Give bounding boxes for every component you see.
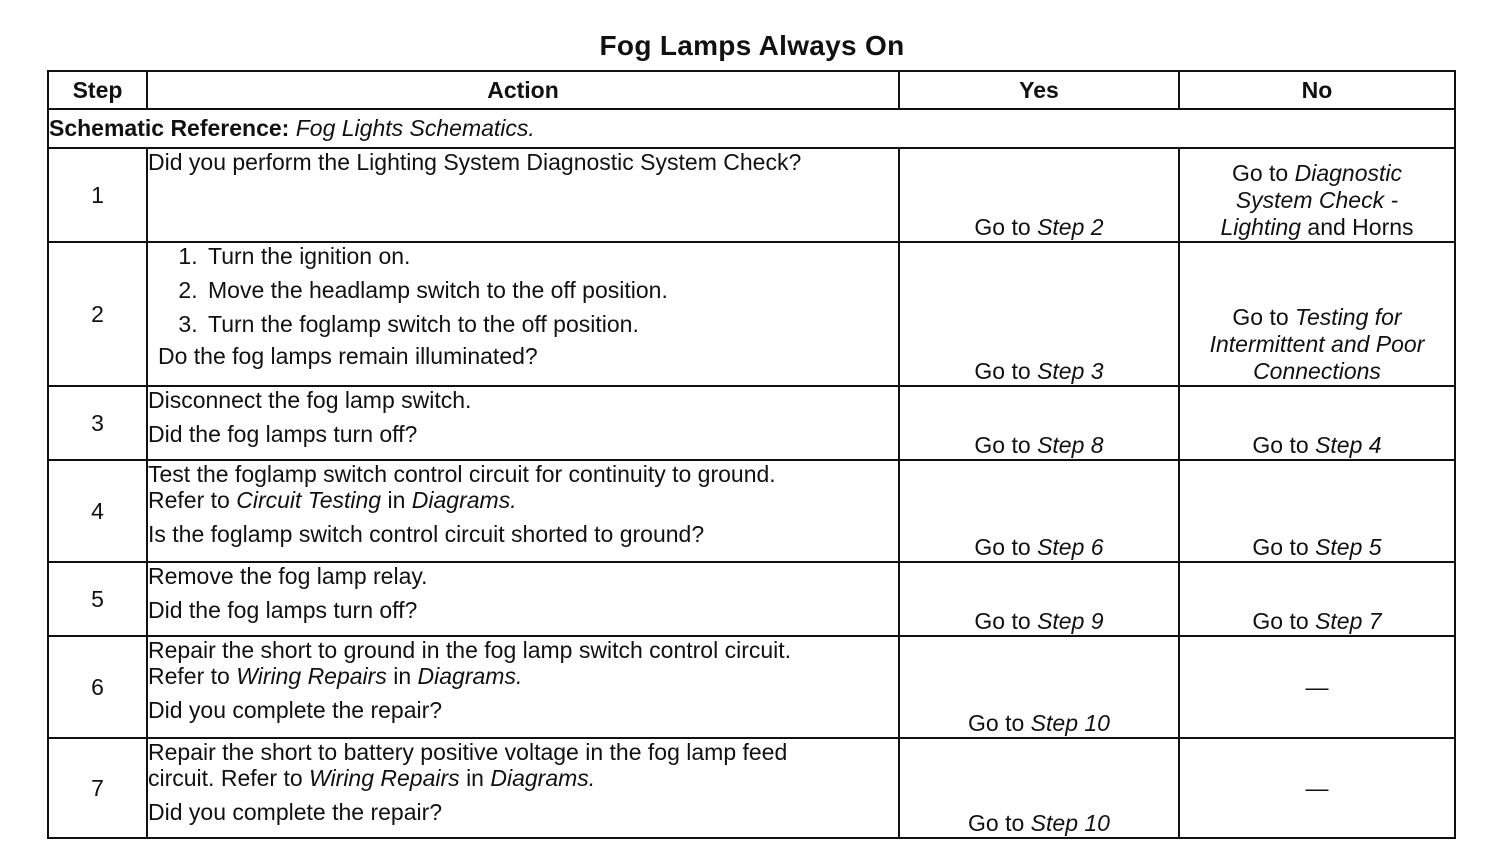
yes-cell [899,636,1179,738]
question-text: Do the fog lamps remain illuminated? [158,343,538,369]
step-header: Step [48,71,147,109]
table-row [48,386,1455,460]
no-prefix: Go to [1252,608,1309,634]
yes-prefix: Go to [968,710,1025,736]
no-link-cont: Connections [1253,358,1381,384]
instruction-list [152,243,898,337]
action-text: Test the foglamp switch control circuit for continuity to ground. [148,461,776,487]
yes-cell [899,242,1179,386]
refer-link: Wiring Repairs [309,765,460,791]
action-cell [147,148,899,242]
refer-doc: Diagrams. [417,663,523,689]
yes-link: Step 3 [1037,358,1104,384]
table-row [48,242,1455,386]
no-header: No [1179,71,1455,109]
no-link: Testing for [1295,304,1402,330]
refer-text: Refer to Circuit Testing in Diagrams. [148,487,517,513]
yes-prefix: Go to [968,810,1025,836]
schematic-reference [48,109,1455,148]
yes-cell [899,738,1179,838]
yes-header: Yes [899,71,1179,109]
action-header: Action [147,71,899,109]
refer-text: circuit. Refer to Wiring Repairs in Diagrams. [148,765,596,791]
step-number: 4 [48,460,147,562]
step-number: 7 [48,738,147,838]
yes-prefix: Go to [974,358,1031,384]
step-number: 5 [48,562,147,636]
no-prefix: Go to [1252,534,1309,560]
yes-link: Step 9 [1037,608,1104,634]
no-cell [1179,636,1455,738]
yes-prefix: Go to [974,608,1031,634]
no-link: Step 5 [1315,534,1382,560]
action-cell [147,460,899,562]
yes-prefix: Go to [974,214,1031,240]
no-link: Step 4 [1315,432,1382,458]
refer-doc: Diagrams. [490,765,596,791]
yes-link: Step 10 [1030,810,1110,836]
step-number: 6 [48,636,147,738]
no-prefix: Go to [1231,160,1289,186]
yes-cell [899,148,1179,242]
no-prefix: Go to [1232,304,1289,330]
diagnostic-table [47,70,1456,839]
question-text: Did the fog lamps turn off? [148,421,418,447]
no-cell [1179,148,1455,242]
no-link-cont: Intermittent and Poor [1209,331,1425,357]
action-cell [147,386,899,460]
no-link: Step 7 [1315,608,1382,634]
yes-prefix: Go to [974,432,1031,458]
schematic-row [48,109,1455,148]
action-text: Remove the fog lamp relay. [148,563,428,589]
table-row [48,562,1455,636]
no-cell [1179,460,1455,562]
refer-link: Wiring Repairs [236,663,387,689]
table-row [48,636,1455,738]
table-row [48,738,1455,838]
no-prefix: Go to [1252,432,1309,458]
yes-link: Step 2 [1037,214,1104,240]
yes-prefix: Go to [974,534,1031,560]
question-text: Did the fog lamps turn off? [148,597,418,623]
yes-cell [899,386,1179,460]
no-link-cont: System Check - [1235,187,1399,213]
table-row [48,148,1455,242]
no-dash: — [1305,673,1329,700]
no-cell [1179,386,1455,460]
no-cell [1179,562,1455,636]
no-link: Diagnostic [1294,160,1403,186]
action-cell [147,242,899,386]
action-text: Disconnect the fog lamp switch. [148,387,472,413]
yes-cell [899,460,1179,562]
yes-cell [899,562,1179,636]
no-text: and Horns [1307,214,1414,240]
no-dash: — [1305,774,1329,801]
question-text: Is the foglamp switch control circuit shorted to ground? [148,521,705,547]
action-text: Repair the short to battery positive voltage in the fog lamp feed [148,739,788,765]
no-link-cont: Lighting [1220,214,1302,240]
step-number: 1 [48,148,147,242]
action-text: Did you perform the Lighting System Diagnostic System Check? [148,149,802,175]
schematic-link: Fog Lights Schematics. [295,115,535,141]
step-number: 3 [48,386,147,460]
list-item: 2. Move the headlamp switch to the off position. [204,277,898,303]
question-text: Did you complete the repair? [148,697,443,723]
yes-link: Step 10 [1030,710,1110,736]
action-cell [147,636,899,738]
list-item: 1. Turn the ignition on. [204,243,898,269]
action-cell [147,738,899,838]
header-row [48,71,1455,109]
no-cell [1179,242,1455,386]
question-text: Did you complete the repair? [148,799,443,825]
no-cell [1179,738,1455,838]
action-cell [147,562,899,636]
page-title: Fog Lamps Always On [599,30,905,61]
step-number: 2 [48,242,147,386]
refer-doc: Diagrams. [411,487,517,513]
yes-link: Step 8 [1037,432,1104,458]
refer-text: Refer to Wiring Repairs in Diagrams. [148,663,523,689]
schematic-label: Schematic Reference: [49,115,290,141]
yes-link: Step 6 [1037,534,1104,560]
table-row [48,460,1455,562]
list-item: 3. Turn the foglamp switch to the off position. [204,311,898,337]
action-text: Repair the short to ground in the fog lamp switch control circuit. [148,637,792,663]
refer-link: Circuit Testing [236,487,382,513]
